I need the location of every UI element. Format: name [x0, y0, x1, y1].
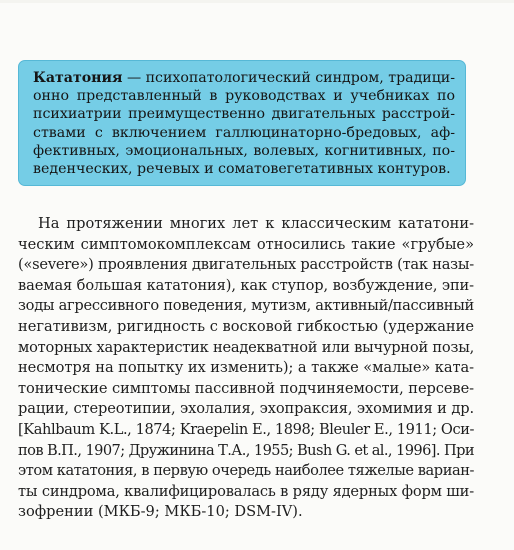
definition-line: фективных, эмоциональных, волевых, когнитивных, по-	[33, 142, 455, 159]
definition-line: психиатрии преимущественно двигательных расстрой-	[33, 106, 455, 123]
definition-line: ствами с включением галлюцинаторно-бредовых, аф-	[33, 124, 455, 141]
paragraph-line: пов В.П., 1907; Дружинина Т.А., 1955; Bush G. et al., 1996]. При	[18, 441, 474, 459]
paragraph-line: («severe») проявления двигательных расстройств (так назы-	[18, 256, 474, 274]
paragraph-line: рации, стереотипии, эхолалия, эхопраксия, эхомимия и др.	[18, 400, 474, 418]
paragraph-line: ческим симптомокомплексам относились такие «грубые»	[18, 235, 474, 253]
definition-line: веденческих, речевых и соматовегетативных контуров.	[33, 161, 451, 178]
page-top-edge	[0, 0, 514, 3]
paragraph-line: этом кататония, в первую очередь наиболее тяжелые вариан-	[18, 462, 474, 480]
definition-line	[33, 69, 455, 87]
paragraph-line: тонические симптомы пассивной подчиняемости, персеве-	[18, 379, 474, 397]
body-paragraph	[18, 214, 474, 523]
paragraph-line: моторных характеристик неадекватной или вычурной позы,	[18, 338, 474, 356]
definition-box	[18, 60, 466, 186]
definition-line: онно представленный в руководствах и учебниках по	[33, 88, 455, 105]
definition-text: — психопатологический синдром, традици-	[122, 70, 455, 86]
paragraph-line: зоды агрессивного поведения, мутизм, активный/пассивный	[18, 297, 474, 315]
paragraph-line: ты синдрома, квалифицировалась в ряду ядерных форм ши-	[18, 482, 474, 500]
paragraph-line: несмотря на попытку их изменить); а также «малые» ката-	[18, 359, 474, 377]
paragraph-line: На протяжении многих лет к классическим кататони-	[38, 215, 474, 232]
paragraph-line: [Kahlbaum K.L., 1874; Kraepelin E., 1898; Bleuler E., 1911; Оси-	[18, 420, 474, 438]
definition-term: Кататония	[33, 70, 123, 86]
paragraph-line: зофрении (МКБ-9; МКБ-10; DSM-IV).	[18, 503, 303, 521]
paragraph-line: ваемая большая кататония), как ступор, возбуждение, эпи-	[18, 276, 474, 294]
paragraph-line: негативизм, ригидность с восковой гибкостью (удержание	[18, 317, 475, 335]
